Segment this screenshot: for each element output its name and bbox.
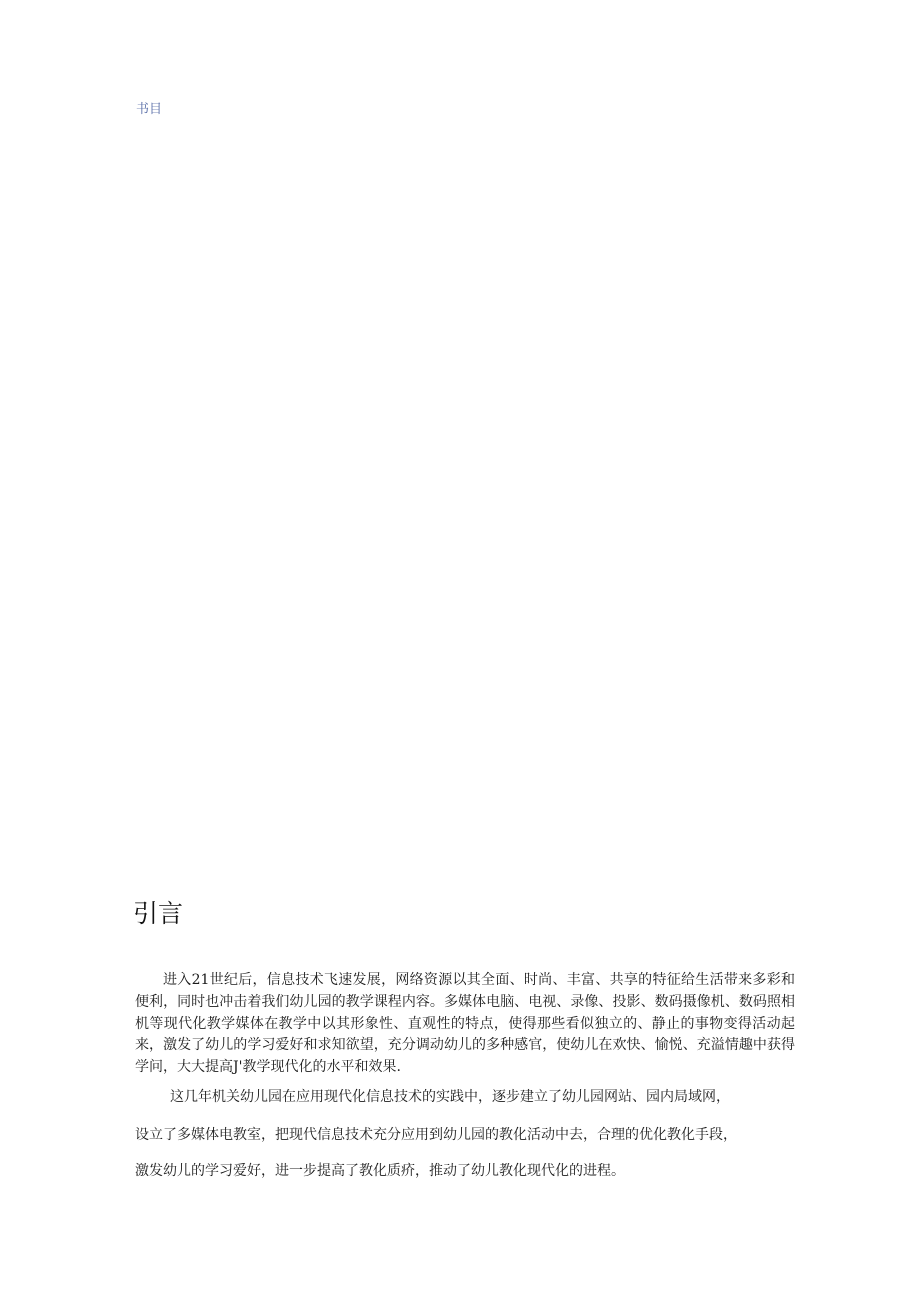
paragraph-line: 设立了多媒体电教室，把现代信息技术充分应用到幼儿园的教化活动中去，合理的优化教化手段，	[135, 1127, 737, 1143]
paragraph-line: 这几年机关幼儿园在应用现代化信息技术的实践中，逐步建立了幼儿园网站、园内局域网，	[170, 1089, 730, 1105]
table-of-contents-label: 书目	[136, 102, 163, 117]
introduction-paragraph-1: 进入21世纪后，信息技术飞速发展，网络资源以其全面、时尚、丰富、共享的特征给生活带来多彩和便利，同时也冲击着我们幼儿园的教学课程内容。多媒体电脑、电视、录像、投影、数码摄像机、数码照相机等现代化教学媒体在教学中以其形象性、直观性的特点，使得那些看似独立的、静止的事物变得活动起来，激发了幼儿的学习爱好和求知欲望，充分调动幼儿的多种感官，使幼儿在欢快、愉悦、充溢情趣中获得学问，大大提高J'教学现代化的水平和效果.	[135, 972, 795, 1076]
introduction-heading: 引言	[133, 899, 184, 928]
paragraph-line: 激发幼儿的学习爱好，进一步提高了教化质疥，推动了幼儿教化现代化的进程。	[135, 1163, 625, 1179]
